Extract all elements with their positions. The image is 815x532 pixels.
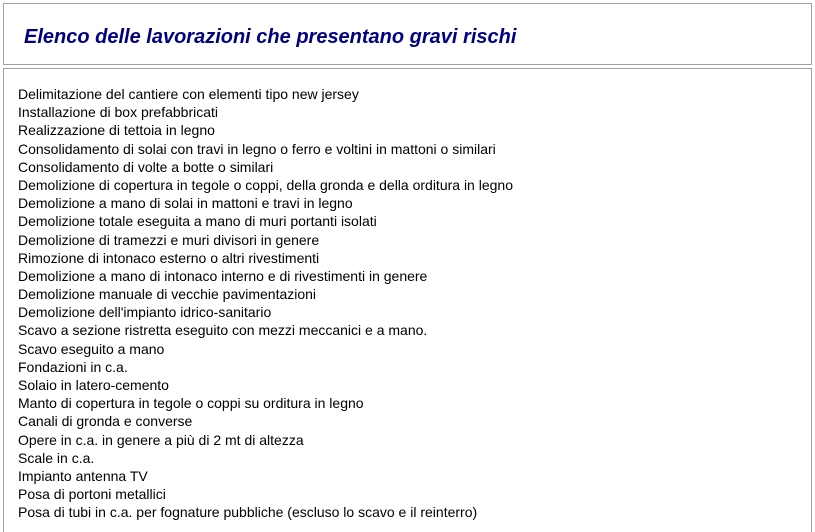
list-item: Installazione di box prefabbricati — [18, 104, 219, 121]
list-item: Demolizione di copertura in tegole o coppi, della gronda e della orditura in legno — [18, 176, 513, 193]
list-item: Impianto antenna TV — [18, 467, 148, 484]
list-item: Demolizione totale eseguita a mano di muri portanti isolati — [18, 213, 377, 230]
list-item: Consolidamento di solai con travi in legno o ferro e voltini in mattoni o similari — [18, 140, 496, 157]
list-item: Scavo a sezione ristretta eseguito con mezzi meccanici e a mano. — [18, 322, 428, 339]
list-item: Scale in c.a. — [18, 449, 95, 466]
list-item: Scavo eseguito a mano — [18, 340, 165, 357]
list-item: Solaio in latero-cemento — [18, 377, 169, 393]
list-item: Fondazioni in c.a. — [18, 358, 128, 375]
list-item: Demolizione di tramezzi e muri divisori in genere — [18, 231, 320, 248]
work-list-box — [3, 68, 812, 532]
list-item: Realizzazione di tettoia in legno — [18, 122, 215, 139]
title-box — [3, 3, 812, 65]
work-list — [18, 85, 513, 522]
list-item: Rimozione di intonaco esterno o altri rivestimenti — [18, 249, 320, 266]
list-item: Manto di copertura in tegole o coppi su orditura in legno — [18, 395, 364, 412]
list-item: Demolizione a mano di solai in mattoni e travi in legno — [18, 195, 353, 212]
list-item: Demolizione manuale di vecchie pavimentazioni — [18, 286, 317, 303]
list-item: Demolizione dell'impianto idrico-sanitario — [18, 304, 272, 321]
list-item: Posa di tubi in c.a. per fognature pubbliche (escluso lo scavo e il reinterro) — [18, 504, 478, 521]
list-item: Canali di gronda e converse — [18, 413, 193, 430]
list-item: Posa di portoni metallici — [18, 486, 166, 503]
list-item: Consolidamento di volte a botte o similari — [18, 158, 274, 175]
list-item: Delimitazione del cantiere con elementi tipo new jersey — [18, 86, 359, 102]
list-item: Demolizione a mano di intonaco interno e di rivestimenti in genere — [18, 267, 428, 284]
page-title: Elenco delle lavorazioni che presentano gravi rischi — [24, 26, 517, 48]
list-item: Opere in c.a. in genere a più di 2 mt di altezza — [18, 431, 304, 448]
